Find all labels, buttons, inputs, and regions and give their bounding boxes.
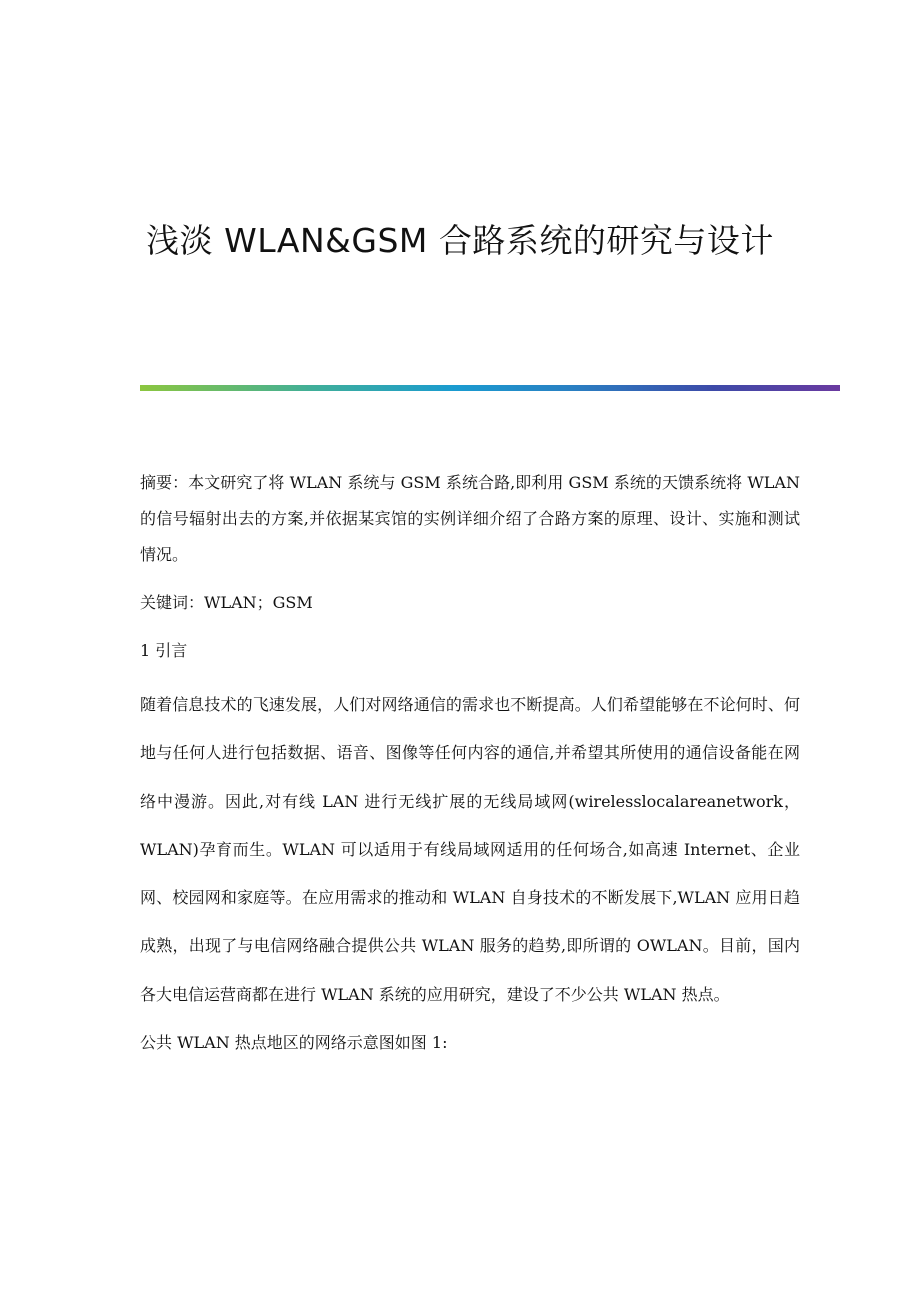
- keywords-paragraph: [140, 585, 800, 621]
- abstract-paragraph: [140, 465, 800, 573]
- section-heading: 1 引言: [140, 641, 188, 660]
- document-title: 浅淡 WLAN&GSM 合路系统的研究与设计: [146, 221, 774, 260]
- figure-intro-text: 公共 WLAN 热点地区的网络示意图如图 1:: [140, 1033, 448, 1053]
- title-divider: [140, 385, 840, 391]
- keywords-text: WLAN；GSM: [204, 593, 313, 612]
- document-body: [140, 465, 800, 1061]
- intro-paragraph: 随着信息技术的飞速发展，人们对网络通信的需求也不断提高。人们希望能够在不论何时、何地与任何人进行包括数据、语音、图像等任何内容的通信,并希望其所使用的通信设备能在网络中漫游。因此,对有线 LAN 进行无线扩展的无线局域网(wirelesslocalareanetwork，WLAN)孕育而生。WLAN 可以适用于有线局域网适用的任何场合,如高速 Internet、企业网、校园网和家庭等。在应用需求的推动和 WLAN 自身技术的不断发展下,WLAN 应用日趋成熟，出现了与电信网络融合提供公共 WLAN 服务的趋势,即所谓的 OWLAN。目前，国内各大电信运营商都在进行 WLAN 系统的应用研究，建设了不少公共 WLAN 热点。: [140, 695, 800, 1004]
- keywords-label: 关键词：: [140, 593, 205, 612]
- abstract-label: 摘要：: [140, 473, 189, 492]
- abstract-text: 本文研究了将 WLAN 系统与 GSM 系统合路,即利用 GSM 系统的天馈系统将 WLAN 的信号辐射出去的方案,并依据某宾馆的实例详细介绍了合路方案的原理、设计、实施和测试情况。: [140, 473, 800, 564]
